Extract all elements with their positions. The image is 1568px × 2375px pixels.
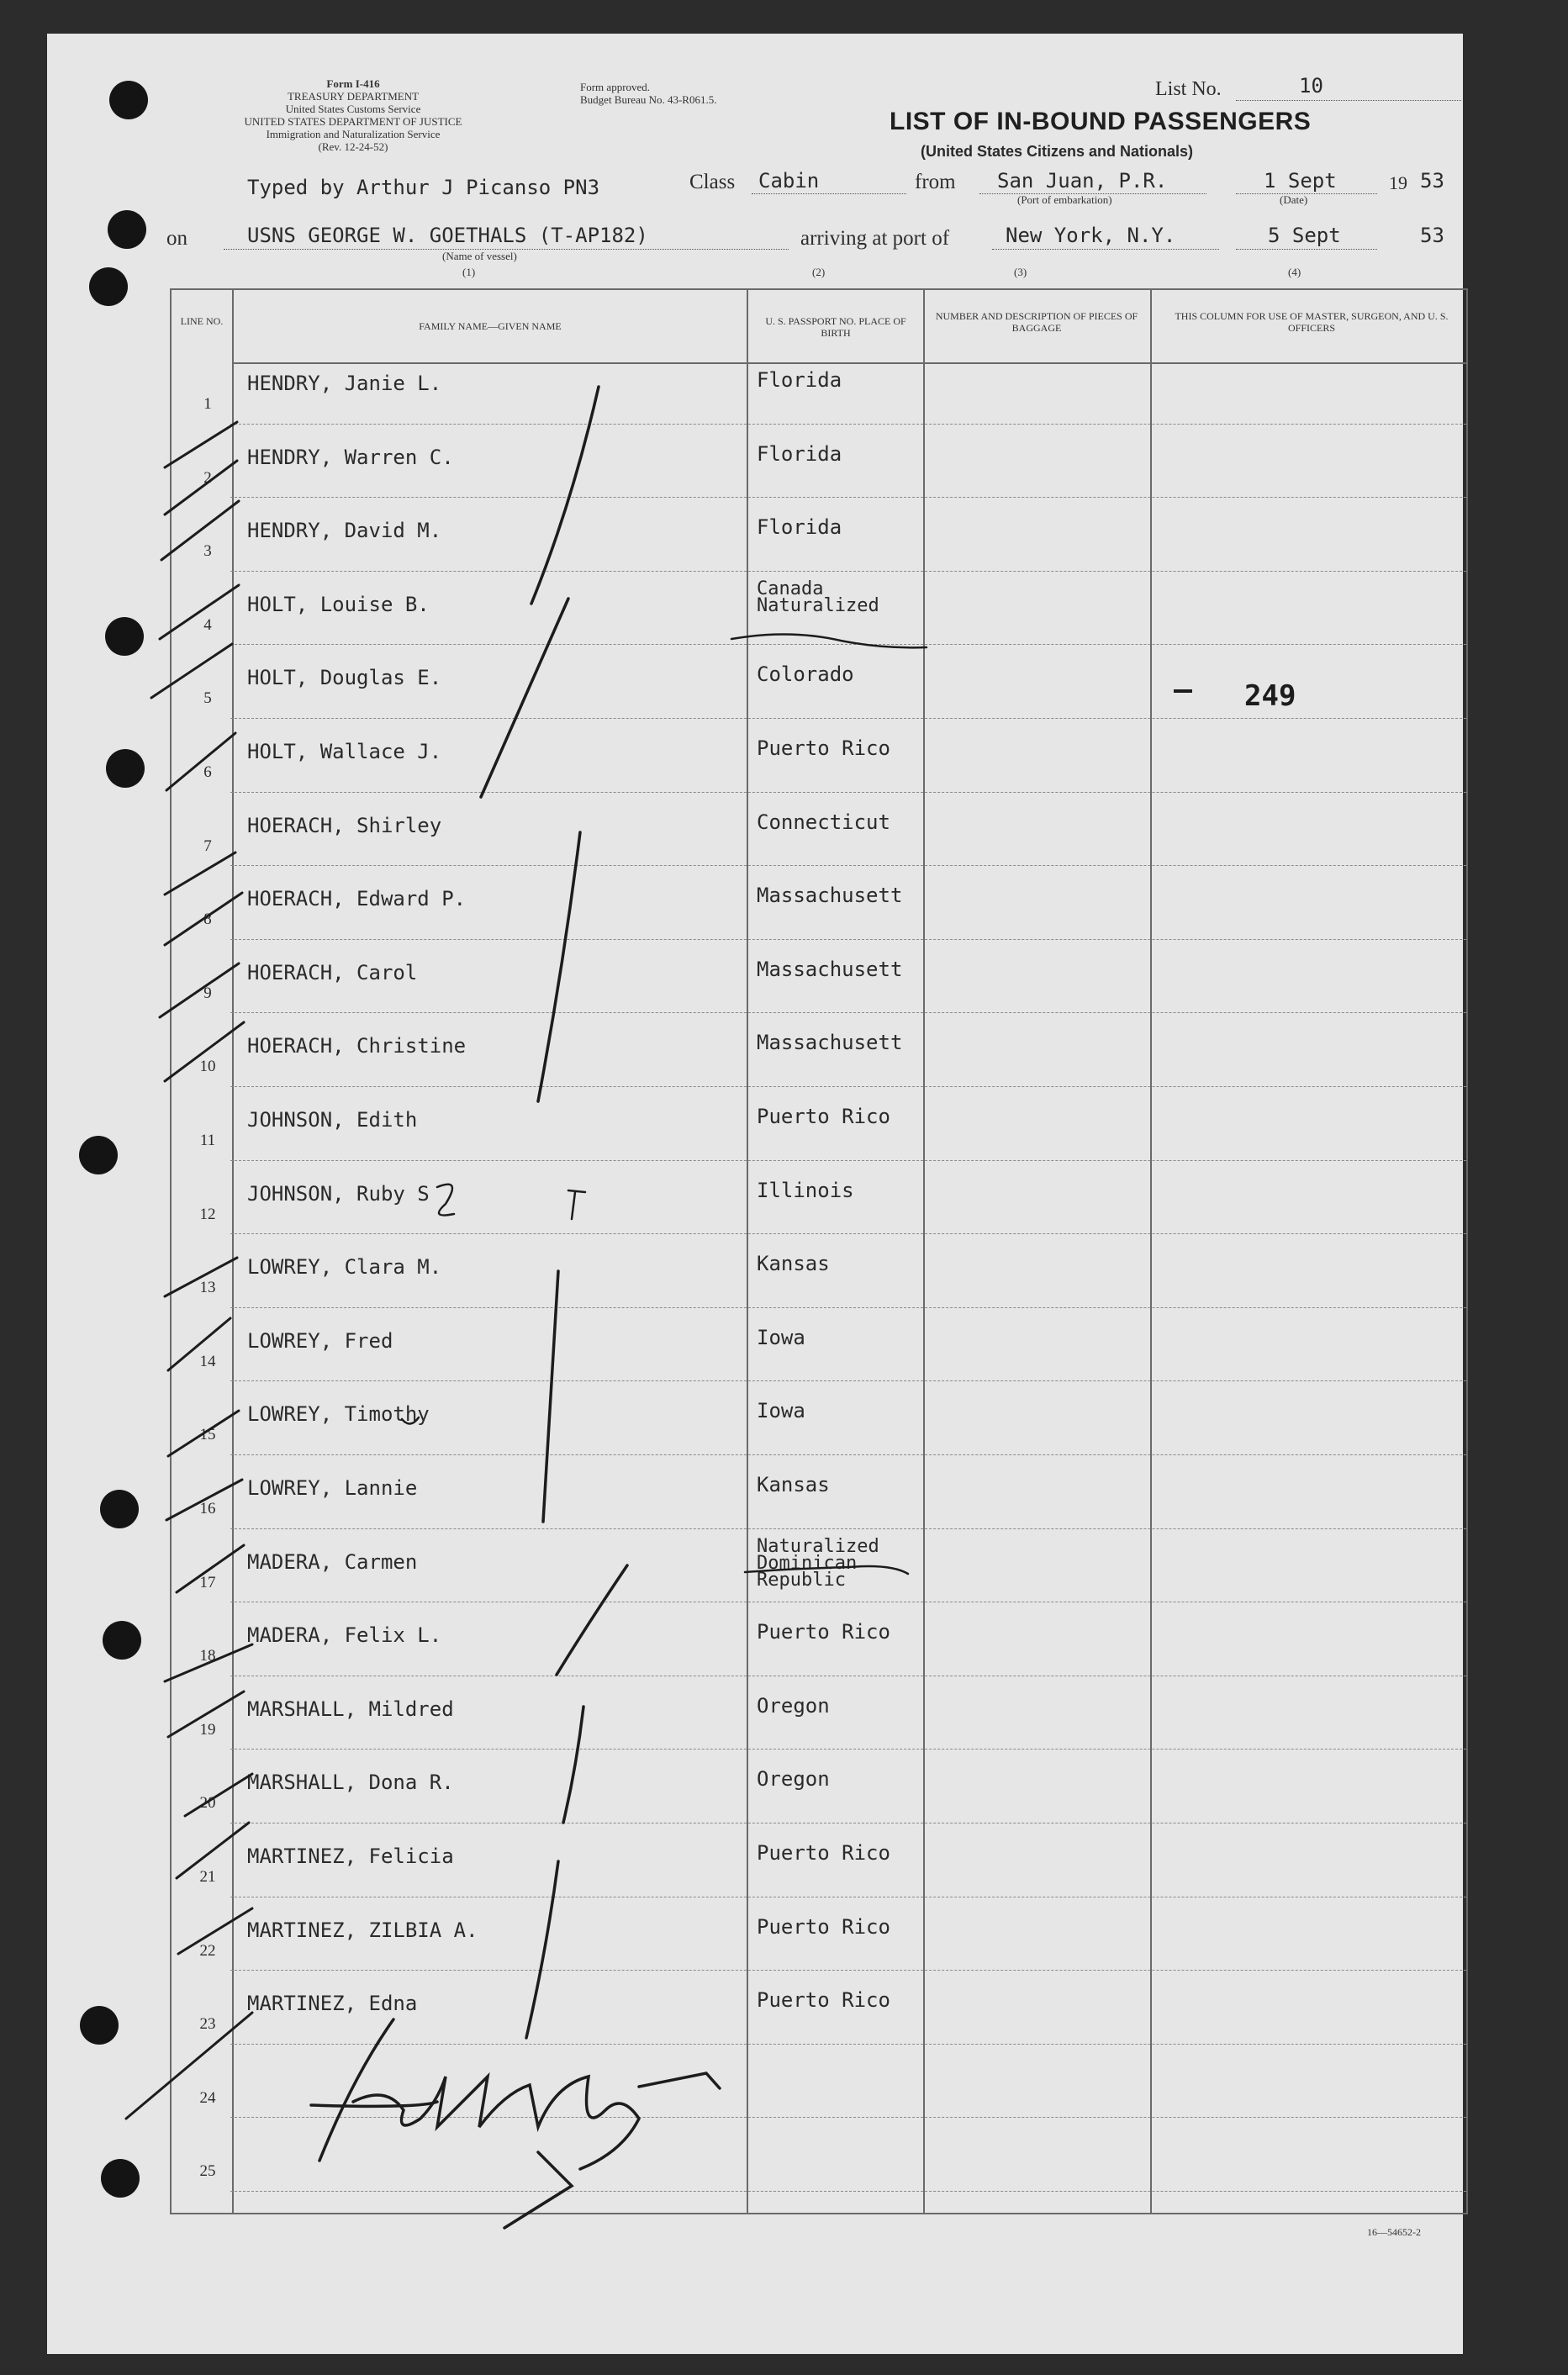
passenger-name: JOHNSON, Ruby S (247, 1181, 430, 1206)
dept-line: UNITED STATES DEPARTMENT OF JUSTICE (244, 115, 462, 128)
col-header-name: FAMILY NAME—GIVEN NAME (419, 320, 562, 332)
passenger-name: HOLT, Wallace J. (247, 740, 442, 763)
class-label: Class (689, 171, 736, 193)
page-subtitle: (United States Citizens and Nationals) (921, 143, 1194, 160)
passenger-name: HOERACH, Carol (247, 960, 418, 984)
from-label: from (915, 171, 956, 193)
passenger-name: LOWREY, Clara M. (247, 1255, 442, 1280)
officer-annotation: 249 (1244, 679, 1296, 713)
passenger-name: MADERA, Felix L. (247, 1623, 442, 1648)
line-number: 13 (199, 1279, 216, 1297)
passenger-name: HENDRY, Warren C. (247, 445, 454, 469)
line-number: 15 (199, 1426, 216, 1444)
date-caption: (Date) (1280, 193, 1308, 206)
place-of-birth: Florida (757, 441, 842, 466)
place-of-birth: Colorado (757, 662, 854, 687)
place-of-birth: Puerto Rico (757, 736, 890, 760)
line-number: 9 (203, 984, 212, 1002)
port-embarkation: San Juan, P.R. (997, 169, 1168, 193)
col-header-passport: U. S. PASSPORT NO. PLACE OF BIRTH (765, 315, 906, 339)
line-number: 17 (199, 1573, 216, 1591)
col-ref-1: (1) (462, 266, 476, 278)
year-prefix: 19 (1389, 172, 1407, 193)
line-number: 1 (203, 395, 212, 413)
place-of-birth: Puerto Rico (757, 1988, 890, 2013)
page-title: LIST OF IN-BOUND PASSENGERS (890, 108, 1312, 135)
dept-line: (Rev. 12-24-52) (318, 140, 388, 153)
passenger-name: HOLT, Douglas E. (247, 666, 442, 690)
arrival-port: New York, N.Y. (1006, 224, 1176, 247)
list-no-value: 10 (1299, 74, 1323, 98)
place-of-birth: Puerto Rico (757, 1105, 890, 1128)
group-brackets (481, 387, 627, 2038)
line-number: 12 (199, 1205, 216, 1223)
dept-line: TREASURY DEPARTMENT (287, 90, 420, 103)
class-value: Cabin (758, 169, 820, 193)
departure-date: 1 Sept (1264, 169, 1337, 193)
line-number: 14 (199, 1352, 216, 1370)
col-header-line-no: LINE NO. (180, 315, 224, 327)
vessel-name: USNS GEORGE W. GOETHALS (T-AP182) (247, 224, 648, 247)
passenger-name: LOWREY, Fred (247, 1328, 393, 1353)
form-number: Form I-416 (326, 77, 380, 90)
line-number: 10 (199, 1058, 216, 1076)
passenger-name: MARSHALL, Mildred (247, 1697, 454, 1721)
departure-year: 53 (1420, 169, 1444, 193)
place-of-birth: Puerto Rico (757, 1620, 890, 1644)
line-number: 19 (199, 1720, 216, 1739)
footer-code: 16—54652-2 (1367, 2226, 1421, 2238)
line-number: 8 (203, 910, 212, 929)
passenger-name: HOLT, Louise B. (247, 592, 430, 616)
signature (311, 2019, 720, 2228)
vessel-caption: (Name of vessel) (442, 250, 517, 262)
on-label: on (166, 227, 187, 250)
col-ref-3: (3) (1014, 266, 1027, 278)
line-number: 20 (199, 1794, 216, 1813)
typed-by: Typed by Arthur J Picanso PN3 (247, 176, 600, 199)
approval-line: Budget Bureau No. 43-R061.5. (580, 93, 717, 106)
passenger-name: MARSHALL, Dona R. (247, 1771, 454, 1795)
passenger-name: LOWREY, Lannie (247, 1476, 418, 1500)
line-number: 6 (203, 763, 212, 781)
passenger-name: HENDRY, David M. (247, 519, 442, 543)
line-number: 22 (199, 1941, 216, 1960)
line-number: 24 (199, 2088, 216, 2107)
minor-marks (402, 634, 927, 1574)
passenger-name: MARTINEZ, ZILBIA A. (247, 1918, 478, 1942)
col-header-officers: THIS COLUMN FOR USE OF MASTER, SURGEON, AND U. S. OFFICERS (1175, 310, 1449, 334)
dept-line: United States Customs Service (285, 103, 421, 115)
arrival-date: 5 Sept (1268, 224, 1341, 247)
passenger-name: MADERA, Carmen (247, 1549, 418, 1574)
place-of-birth: Massachusett (757, 1031, 903, 1055)
col-ref-4: (4) (1288, 266, 1301, 278)
line-number: 11 (199, 1132, 216, 1149)
port-embarkation-caption: (Port of embarkation) (1017, 193, 1112, 206)
line-number: 4 (203, 615, 212, 634)
col-ref-2: (2) (812, 266, 826, 278)
passenger-name: HOERACH, Edward P. (247, 887, 467, 911)
line-number: 2 (203, 468, 212, 487)
line-number: 25 (199, 2162, 216, 2181)
arrival-year: 53 (1420, 224, 1444, 247)
place-of-birth: Kansas (757, 1473, 830, 1496)
place-of-birth: Naturalized Dominican Republic (757, 1535, 879, 1591)
passenger-name: HENDRY, Janie L. (247, 372, 442, 395)
passenger-name: HOERACH, Shirley (247, 813, 442, 837)
place-of-birth: Massachusett (757, 957, 903, 981)
place-of-birth: Connecticut (757, 810, 890, 834)
place-of-birth: Florida (757, 515, 842, 540)
tick-marks (126, 422, 252, 2119)
line-number: 3 (203, 542, 212, 561)
place-of-birth: Iowa (757, 1399, 805, 1423)
line-number: 18 (199, 1647, 216, 1665)
passenger-name: LOWREY, Timothy (247, 1402, 430, 1427)
line-number: 21 (199, 1868, 216, 1886)
line-number: 16 (199, 1500, 216, 1517)
place-of-birth: Oregon (757, 1767, 830, 1792)
dept-line: Immigration and Naturalization Service (266, 128, 441, 140)
place-of-birth: Puerto Rico (757, 1841, 890, 1865)
place-of-birth: Puerto Rico (757, 1914, 890, 1939)
list-no-label: List No. (1155, 78, 1222, 100)
passenger-name: MARTINEZ, Felicia (247, 1845, 454, 1868)
place-of-birth: Oregon (757, 1693, 830, 1718)
place-of-birth: Illinois (757, 1178, 854, 1202)
approval-line: Form approved. (580, 81, 651, 93)
passenger-name: JOHNSON, Edith (247, 1108, 418, 1132)
col-header-baggage: NUMBER AND DESCRIPTION OF PIECES OF BAGGAGE (935, 310, 1138, 334)
arriving-label: arriving at port of (800, 227, 950, 250)
line-number: 7 (203, 837, 212, 855)
passenger-name: HOERACH, Christine (247, 1034, 467, 1058)
line-number: 5 (203, 689, 212, 708)
place-of-birth: Canada Naturalized (757, 578, 879, 616)
place-of-birth: Florida (757, 368, 842, 392)
place-of-birth: Massachusett (757, 884, 903, 908)
place-of-birth: Kansas (757, 1252, 830, 1276)
place-of-birth: Iowa (757, 1325, 805, 1349)
passenger-name: MARTINEZ, Edna (247, 1992, 418, 2016)
line-number: 23 (199, 2015, 216, 2034)
